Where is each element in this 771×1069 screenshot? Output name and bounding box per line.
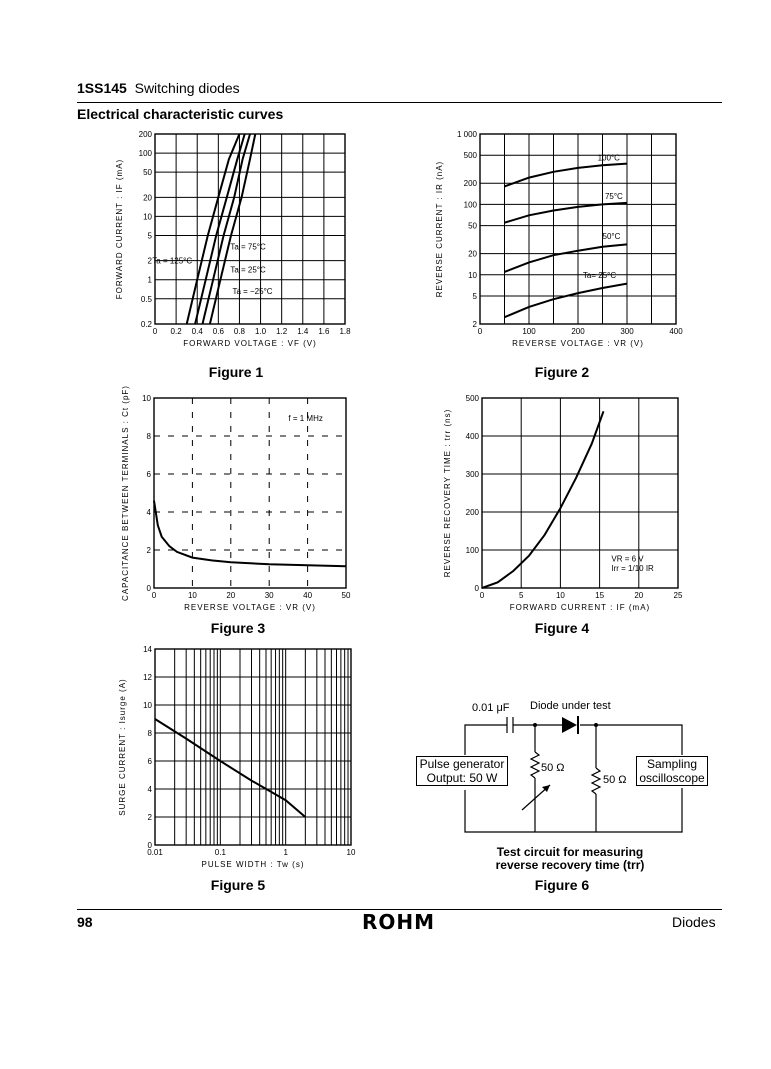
y-tick-label: 1: [147, 275, 152, 285]
y-tick-label: 100: [465, 546, 479, 555]
figure-4-caption: Figure 4: [534, 620, 590, 636]
x-tick-label: 0: [152, 327, 158, 336]
x-tick-label: 1.8: [339, 327, 351, 336]
x-tick-label: 0.6: [212, 327, 224, 336]
x-tick-label: 1.2: [276, 327, 288, 336]
y-tick-label: 500: [465, 394, 479, 403]
x-tick-label: 0: [151, 591, 157, 600]
resistor-1-label: 50 Ω: [541, 762, 565, 774]
oscilloscope-label-2: oscilloscope: [639, 771, 705, 785]
curve-label: Ta = −25°C: [232, 286, 273, 296]
x-axis-label: PULSE WIDTH : Tw (s): [201, 860, 305, 869]
y-tick-label: 6: [146, 470, 151, 479]
plot-frame: [155, 649, 351, 845]
pulse-generator-label: Pulse generator: [419, 757, 505, 771]
x-tick-label: 20: [634, 591, 644, 600]
y-tick-label: 2: [472, 320, 477, 329]
y-tick-label: 10: [143, 701, 152, 710]
y-tick-label: 8: [146, 432, 151, 441]
x-tick-label: 300: [620, 327, 634, 336]
y-tick-label: 0: [147, 841, 152, 850]
chart-note: Irr = 1/10 IR: [611, 563, 654, 573]
figure-6-caption: Figure 6: [534, 877, 590, 893]
y-tick-label: 0.2: [140, 320, 152, 329]
y-axis-label: CAPACITANCE BETWEEN TERMINALS : Ct (pF): [121, 385, 130, 601]
resistor-2-label: 50 Ω: [603, 774, 627, 786]
y-tick-label: 0: [474, 584, 479, 593]
x-tick-label: 0.2: [170, 327, 182, 336]
x-tick-label: 15: [595, 591, 605, 600]
oscilloscope-box: [636, 756, 708, 786]
figure-1-caption: Figure 1: [208, 364, 264, 380]
series-line: [505, 244, 628, 272]
x-tick-label: 0.01: [147, 848, 163, 857]
y-tick-label: 200: [463, 179, 477, 189]
y-tick-label: 4: [147, 785, 152, 794]
y-tick-label: 14: [143, 645, 152, 654]
y-tick-label: 5: [147, 231, 152, 241]
curve-label: Ta= 25°C: [582, 271, 617, 281]
y-tick-label: 20: [143, 193, 152, 203]
x-tick-label: 0.4: [191, 327, 203, 336]
y-tick-label: 100: [138, 149, 152, 159]
x-tick-label: 10: [187, 591, 197, 600]
figure-6-circuit: [400, 690, 720, 890]
figure-2-chart: [432, 128, 692, 368]
y-tick-label: 6: [147, 757, 152, 766]
x-tick-label: 1.0: [254, 327, 267, 336]
x-tick-label: 5: [518, 591, 524, 600]
header-rule: [77, 102, 722, 103]
chart-note: VR = 6 V: [611, 554, 644, 564]
x-axis-label: FORWARD CURRENT : IF (mA): [509, 603, 651, 612]
y-tick-label: 50: [468, 221, 477, 231]
y-axis-label: FORWARD CURRENT : IF (mA): [115, 158, 124, 300]
y-tick-label: 8: [147, 729, 152, 738]
x-axis-label: FORWARD VOLTAGE : VF (V): [183, 339, 317, 348]
x-tick-label: 100: [522, 327, 536, 336]
y-tick-label: 20: [468, 249, 477, 259]
y-tick-label: 10: [143, 212, 152, 222]
curve-label: Ta = 125°C: [152, 256, 193, 266]
y-tick-label: 5: [472, 291, 477, 301]
pulse-generator-box: [416, 756, 508, 786]
x-tick-label: 1.4: [297, 327, 309, 336]
figure-2-caption: Figure 2: [534, 364, 590, 380]
y-tick-label: 1 000: [456, 130, 477, 139]
x-tick-label: 10: [346, 848, 356, 857]
y-tick-label: 2: [147, 813, 152, 822]
curve-label: Ta = 25°C: [230, 265, 266, 275]
series-line: [505, 284, 628, 318]
circuit-title: [470, 846, 670, 872]
rohm-logo: ROHM: [362, 910, 436, 934]
x-tick-label: 0.1: [214, 848, 226, 857]
y-tick-label: 0.5: [140, 294, 152, 304]
figure-1-chart: [110, 128, 360, 368]
pulse-generator-output: Output: 50 W: [426, 771, 498, 785]
series-line: [482, 411, 604, 588]
figure-3-chart: [120, 385, 360, 622]
y-tick-label: 200: [138, 130, 152, 139]
x-tick-label: 30: [264, 591, 274, 600]
capacitor-label: 0.01 μF: [472, 702, 510, 714]
y-tick-label: 200: [465, 508, 479, 517]
y-tick-label: 300: [465, 470, 479, 479]
curve-label: 75°C: [604, 191, 623, 201]
header-subtitle: Switching diodes: [134, 80, 240, 96]
curve-label: Ta = 75°C: [230, 242, 266, 252]
y-tick-label: 12: [143, 673, 152, 682]
plot-frame: [482, 398, 678, 588]
page-header-title: [77, 80, 240, 96]
y-tick-label: 10: [142, 394, 151, 403]
section-heading: Electrical characteristic curves: [77, 106, 284, 122]
x-tick-label: 10: [555, 591, 565, 600]
x-tick-label: 1.6: [318, 327, 330, 336]
figure-5-caption: Figure 5: [210, 877, 266, 893]
y-tick-label: 4: [146, 508, 151, 517]
series-line: [505, 203, 628, 223]
x-axis-label: REVERSE VOLTAGE : VR (V): [184, 603, 316, 612]
x-tick-label: 50: [341, 591, 351, 600]
dut-label: Diode under test: [530, 700, 611, 712]
y-tick-label: 500: [463, 151, 477, 161]
y-tick-label: 100: [463, 200, 477, 210]
y-tick-label: 2: [147, 256, 152, 266]
y-tick-label: 400: [465, 432, 479, 441]
page-number: 98: [77, 914, 93, 930]
figure-5-chart: [115, 643, 365, 878]
curve-label: 50°C: [602, 232, 621, 242]
figure-4-chart: [438, 392, 693, 622]
oscilloscope-label-1: Sampling: [646, 757, 698, 771]
circuit-title-line-1: Test circuit for measuring: [496, 845, 644, 859]
footer-category: Diodes: [672, 914, 716, 930]
chart-note: f = 1 MHz: [288, 413, 323, 423]
y-tick-label: 0: [146, 584, 151, 593]
part-number: 1SS145: [77, 80, 127, 96]
y-tick-label: 2: [146, 546, 151, 555]
x-tick-label: 20: [226, 591, 236, 600]
x-tick-label: 1: [283, 848, 288, 857]
x-tick-label: 0.8: [233, 327, 246, 336]
series-line: [154, 501, 346, 567]
y-axis-label: SURGE CURRENT : Isurge (A): [118, 678, 127, 816]
x-tick-label: 0: [479, 591, 485, 600]
y-tick-label: 10: [468, 270, 477, 280]
curve-label: 100°C: [597, 153, 620, 163]
y-axis-label: REVERSE RECOVERY TIME : trr (ns): [443, 408, 452, 578]
x-tick-label: 40: [303, 591, 313, 600]
circuit-title-line-2: reverse recovery time (trr): [495, 858, 645, 872]
y-tick-label: 50: [143, 168, 152, 178]
x-tick-label: 25: [673, 591, 683, 600]
plot-frame: [154, 398, 346, 588]
x-tick-label: 0: [477, 327, 483, 336]
x-axis-label: REVERSE VOLTAGE : VR (V): [512, 339, 644, 348]
x-tick-label: 200: [571, 327, 585, 336]
y-axis-label: REVERSE CURRENT : IR (nA): [435, 160, 444, 298]
x-tick-label: 400: [669, 327, 683, 336]
figure-3-caption: Figure 3: [210, 620, 266, 636]
